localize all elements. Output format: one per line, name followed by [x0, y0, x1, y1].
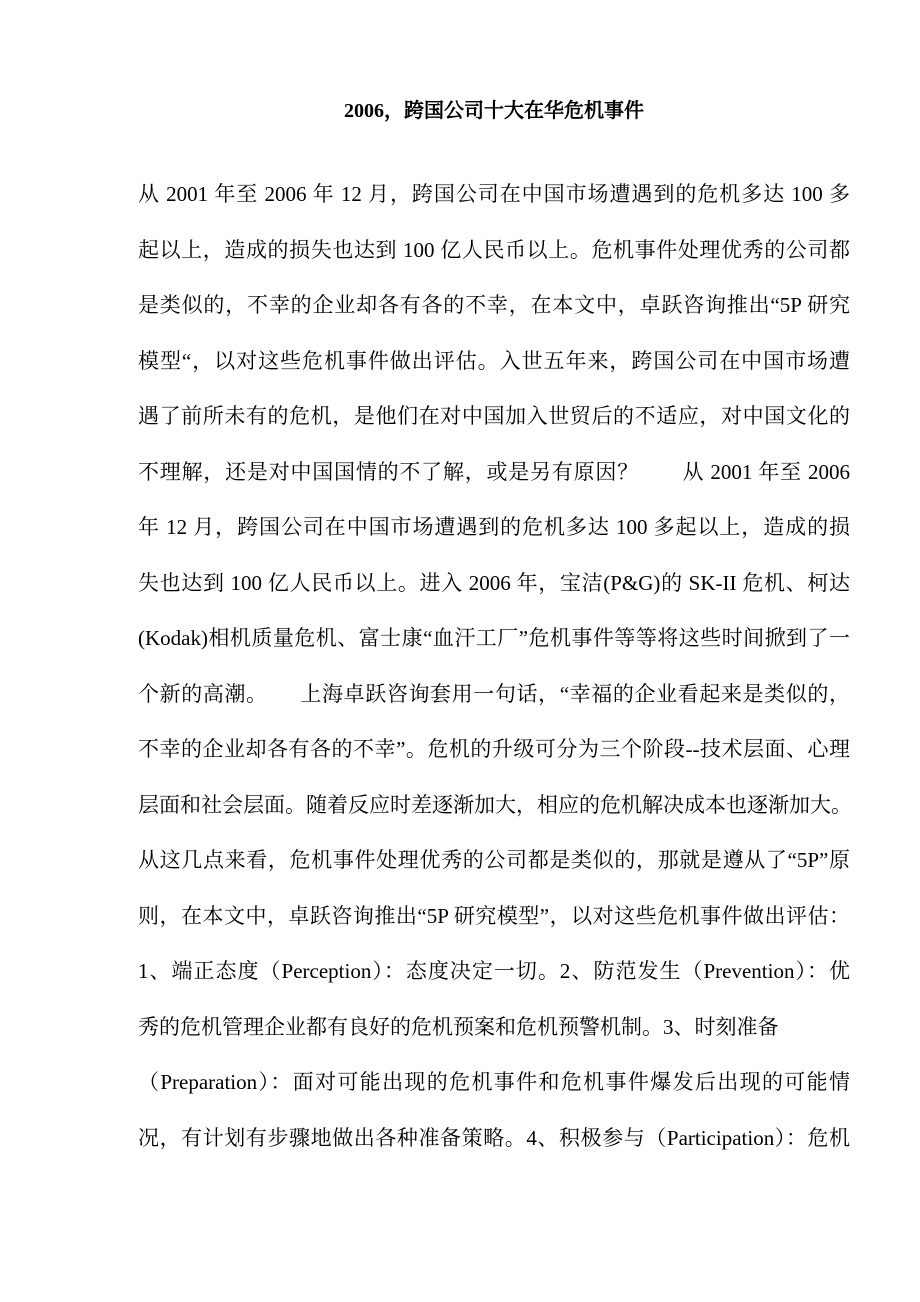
body-line: 况，有计划有步骤地做出各种准备策略。4、积极参与（Participation）：危机	[138, 1125, 850, 1150]
body-line: 年 12 月，跨国公司在中国市场遭遇到的危机多达 100 多起以上，造成的损	[138, 515, 850, 539]
body-line: 层面和社会层面。随着反应时差逐渐加大，相应的危机解决成本也逐渐加大。	[138, 792, 852, 817]
body-line: 不理解，还是对中国国情的不了解，或是另有原因？ 从 2001 年至 2006	[138, 459, 850, 484]
body-line: 是类似的，不幸的企业却各有各的不幸，在本文中，卓跃咨询推出“5P 研究	[138, 293, 850, 317]
body-line: 则，在本文中，卓跃咨询推出“5P 研究模型”，以对这些危机事件做出评估：	[138, 903, 850, 928]
document-body	[138, 176, 850, 1175]
body-line: 从这几点来看，危机事件处理优秀的公司都是类似的，那就是遵从了“5P”原	[138, 848, 850, 872]
body-line: （Preparation）：面对可能出现的危机事件和危机事件爆发后出现的可能情	[138, 1070, 850, 1094]
body-line: 遇了前所未有的危机，是他们在对中国加入世贸后的不适应，对中国文化的	[138, 404, 850, 428]
body-line: 失也达到 100 亿人民币以上。进入 2006 年，宝洁(P&G)的 SK-II 危机、柯达	[138, 570, 850, 595]
body-line: 个新的高潮。 上海卓跃咨询套用一句话，“幸福的企业看起来是类似的，	[138, 681, 850, 706]
body-line: 秀的危机管理企业都有良好的危机预案和危机预警机制。3、时刻准备	[138, 1014, 779, 1039]
body-line: 不幸的企业却各有各的不幸”。危机的升级可分为三个阶段--技术层面、心理	[138, 737, 850, 761]
body-line: 从 2001 年至 2006 年 12 月，跨国公司在中国市场遭遇到的危机多达 100 多	[138, 182, 850, 206]
body-line: 模型“，以对这些危机事件做出评估。入世五年来，跨国公司在中国市场遭	[138, 348, 850, 373]
document-title: 2006，跨国公司十大在华危机事件	[344, 100, 644, 122]
body-line: 起以上，造成的损失也达到 100 亿人民币以上。危机事件处理优秀的公司都	[138, 237, 850, 262]
body-line: 1、端正态度（Perception）：态度决定一切。2、防范发生（Prevention）：优	[138, 959, 850, 983]
body-line: (Kodak)相机质量危机、富士康“血汗工厂”危机事件等等将这些时间掀到了一	[138, 626, 850, 650]
